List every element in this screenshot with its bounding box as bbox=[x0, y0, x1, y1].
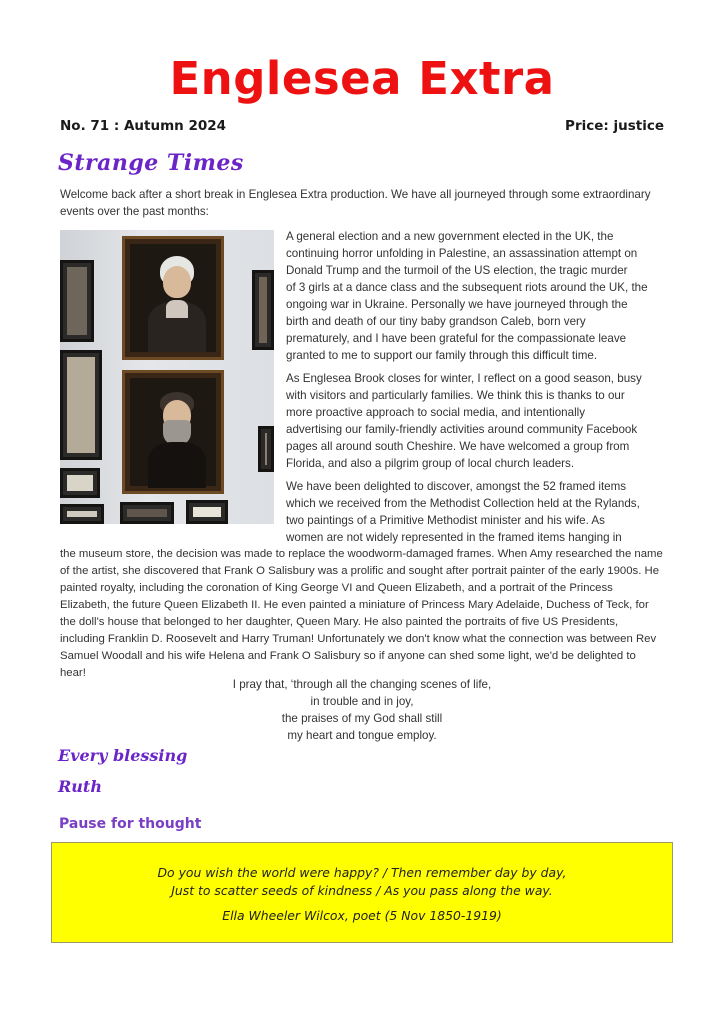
hymn-quote bbox=[0, 676, 724, 744]
wall-frame bbox=[120, 502, 174, 524]
paragraph-line: with visitors and particularly families. We think this is thanks to our bbox=[286, 389, 625, 402]
wall-frame bbox=[258, 426, 274, 472]
paragraph-line: two paintings of a Primitive Methodist minister and his wife. As bbox=[286, 514, 605, 527]
quote-attribution: Ella Wheeler Wilcox, poet (5 Nov 1850-1919) bbox=[222, 908, 502, 923]
poem-line: I pray that, ‘through all the changing scenes of life, bbox=[232, 678, 492, 691]
paragraph-line: Florida, and also a pilgrim group of local church leaders. bbox=[286, 457, 575, 470]
paragraph-line: women are not widely represented in the framed items hanging in bbox=[286, 531, 622, 544]
paragraph-line: Donald Trump and the turmoil of the US election, the tragic murder bbox=[286, 264, 628, 277]
wall-frame bbox=[60, 468, 100, 498]
issue-row bbox=[60, 118, 664, 134]
quote-box bbox=[51, 842, 673, 943]
paragraph-line: A general election and a new government elected in the UK, the bbox=[286, 230, 614, 243]
paragraph-line: pages all around south Cheshire. We have welcomed a group from bbox=[286, 440, 630, 453]
masthead-title: Englesea Extra bbox=[169, 52, 555, 105]
poem-line: in trouble and in joy, bbox=[310, 695, 414, 708]
portrait-man-frame bbox=[122, 370, 224, 494]
paragraph-line: continuing horror unfolding in Palestine, an assassination attempt on bbox=[286, 247, 638, 260]
wall-frame bbox=[60, 260, 94, 342]
paragraph-line: advertising our family-friendly activities around community Facebook bbox=[286, 423, 638, 436]
wall-frame bbox=[60, 504, 104, 524]
price-label: Price: justice bbox=[565, 118, 664, 134]
paragraph-line: which we received from the Methodist Collection held at the Rylands, bbox=[286, 497, 640, 510]
wall-frame bbox=[186, 500, 228, 524]
issue-number: No. 71 : Autumn 2024 bbox=[60, 118, 227, 134]
poem-line: my heart and tongue employ. bbox=[287, 729, 437, 742]
wall-frame bbox=[252, 270, 274, 350]
paragraph-line: more proactive approach to social media, and intentionally bbox=[286, 406, 586, 419]
quote-line: Just to scatter seeds of kindness / As you pass along the way. bbox=[171, 883, 553, 898]
portrait-woman-frame bbox=[122, 236, 224, 360]
paragraph-full-width: the museum store, the decision was made to replace the woodworm-damaged frames. When Amy researched the name of the artist, she discovered that Frank O Salisbury was a prolific and sought after portrait painter of the early 1900s. He painted royalty, including the coronation of King George VI and Queen Elizabeth, and a portrait of the Princess Elizabeth, the future Queen Elizabeth II. He even painted a miniature of Princess Mary Adelaide, Duchess of Teck, for the doll's house that belonged to her daughter, Queen Mary. He also painted the portraits of five US Presidents, including Franklin D. Roosevelt and Harry Truman! Unfortunately we don't know what the connection was between Rev Samuel Woodall and his wife Helena and Frank O Salisbury so if anyone can shed some light, we'd be delighted to hear! bbox=[60, 548, 663, 679]
paragraph-line: We have been delighted to discover, amongst the 52 framed items bbox=[286, 480, 627, 493]
signoff: Every blessing bbox=[58, 746, 188, 765]
paragraph-line: As Englesea Brook closes for winter, I reflect on a good season, busy bbox=[286, 372, 642, 385]
article-intro: Welcome back after a short break in Englesea Extra production. We have all journeyed through some extraordinary events over the past months: bbox=[60, 188, 651, 218]
article-heading: Strange Times bbox=[58, 150, 244, 176]
paragraph-line: of 3 girls at a dance class and the subsequent riots around the UK, the bbox=[286, 281, 648, 294]
quote-line: Do you wish the world were happy? / Then remember day by day, bbox=[157, 865, 567, 880]
paragraph-line: birth and death of our tiny baby grandson Caleb, born very bbox=[286, 315, 586, 328]
pause-heading: Pause for thought bbox=[59, 816, 202, 832]
portraits-photo bbox=[60, 230, 274, 524]
wall-frame bbox=[60, 350, 102, 460]
paragraph-line: granted to me to support our family through this difficult time. bbox=[286, 349, 598, 362]
paragraph-line: prematurely, and I have been grateful for the compassionate leave bbox=[286, 332, 627, 345]
poem-line: the praises of my God shall still bbox=[281, 712, 443, 725]
paragraph-line: ongoing war in Ukraine. Personally we have journeyed through the bbox=[286, 298, 628, 311]
author-name: Ruth bbox=[58, 777, 102, 796]
